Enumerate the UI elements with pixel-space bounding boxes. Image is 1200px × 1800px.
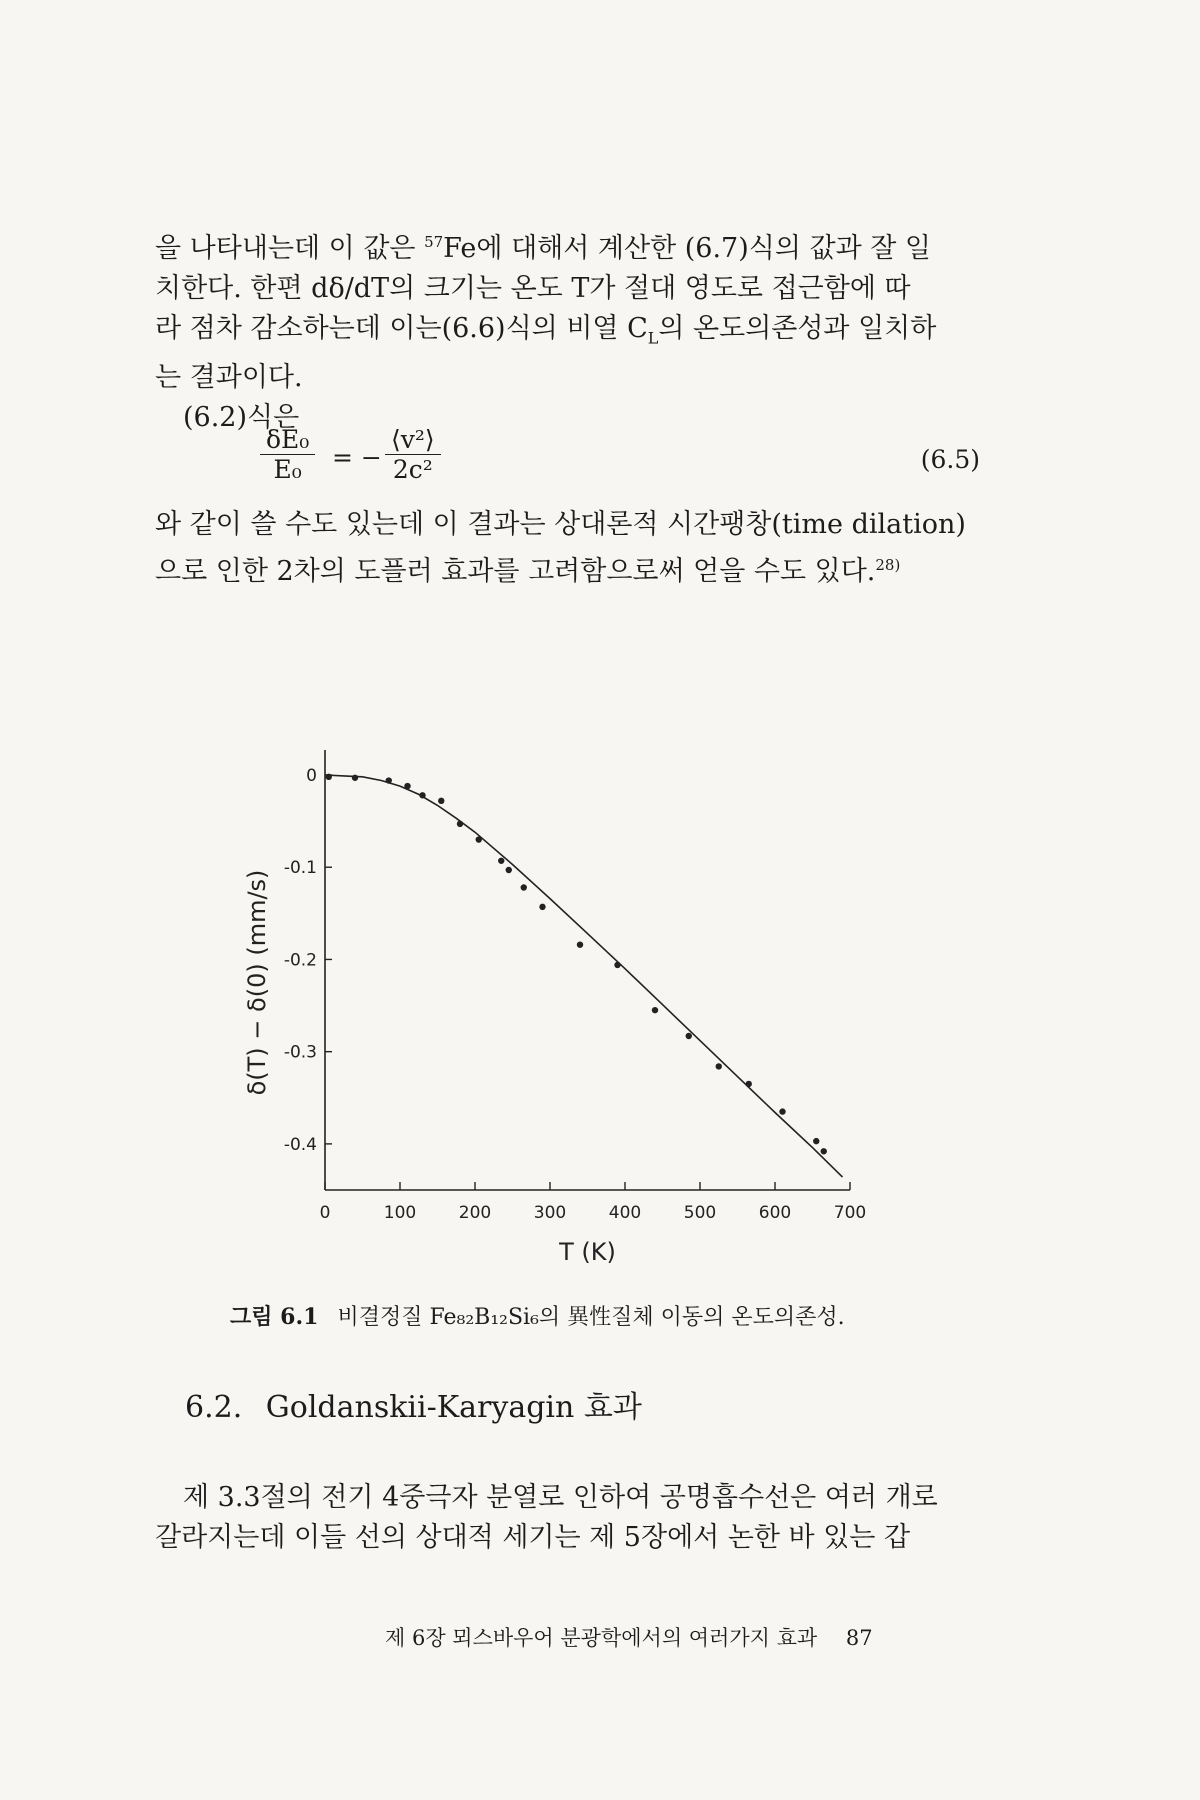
data-point (779, 1108, 785, 1114)
section-number: 6.2. (185, 1390, 243, 1425)
running-footer (385, 1622, 873, 1652)
x-tick-label: 300 (533, 1203, 567, 1223)
text-run: 라 점차 감소하는데 이는(6.6)식의 비열 C (155, 313, 648, 344)
x-axis-label: T (K) (559, 1238, 616, 1266)
paragraph-2 (155, 505, 985, 592)
paragraph-1-line-5: (6.2)식은 (183, 402, 300, 434)
x-tick-label: 500 (683, 1203, 717, 1223)
data-point (498, 858, 504, 864)
data-point (652, 1007, 658, 1013)
equation-equals: = − (332, 443, 382, 472)
text-run: Fe에 대해서 계산한 (6.7)식의 값과 잘 일 (443, 233, 931, 264)
fit-curve-line (325, 775, 843, 1177)
x-tick-label: 600 (758, 1203, 792, 1223)
text-run: 으로 인한 2차의 도플러 효과를 고려함으로써 얻을 수도 있다. (155, 556, 876, 587)
figure-6-1-chart (230, 720, 870, 1280)
data-point (404, 783, 410, 789)
data-point (438, 798, 444, 804)
figure-caption (230, 1300, 990, 1331)
data-point (386, 777, 392, 783)
equation-lhs-fraction (260, 425, 315, 484)
text-run: 을 나타내는데 이 값은 (155, 233, 425, 264)
text-run: 의 온도의존성과 일치하 (658, 313, 937, 344)
paragraph-1-line-1 (155, 222, 985, 269)
y-axis-label: δ(T) − δ(0) (mm/s) (243, 869, 271, 1096)
chart-svg (230, 720, 870, 1280)
equation-lhs-denominator: E₀ (273, 455, 302, 484)
paragraph-2-line-2 (155, 545, 985, 592)
figure-label: 그림 6.1 (230, 1304, 319, 1330)
data-point (539, 904, 545, 910)
data-point (457, 821, 463, 827)
subscript: L (647, 328, 659, 348)
paragraph-1-line-2: 치한다. 한편 dδ/dT의 크기는 온도 T가 절대 영도로 접근함에 따 (155, 273, 911, 304)
equation-number: (6.5) (920, 445, 980, 474)
paragraph-3 (155, 1478, 985, 1558)
paragraph-3-line-2: 갈라지는데 이들 선의 상대적 세기는 제 5장에서 논한 바 있는 갑 (155, 1522, 911, 1553)
data-point (614, 962, 620, 968)
equation-rhs-denominator: 2c² (392, 455, 433, 484)
section-title: Goldanskii-Karyagin 효과 (265, 1390, 642, 1425)
x-tick-label: 400 (608, 1203, 642, 1223)
y-tick-label: 0 (306, 766, 317, 786)
data-point (506, 867, 512, 873)
y-tick-label: -0.4 (283, 1134, 317, 1155)
paragraph-1 (155, 222, 985, 438)
section-heading (185, 1382, 642, 1426)
figure-caption-text: 비결정질 Fe₈₂B₁₂Si₆의 異性질체 이동의 온도의존성. (337, 1305, 845, 1330)
y-tick-label: -0.3 (283, 1042, 317, 1063)
equation-lhs-numerator: δE₀ (260, 425, 315, 455)
paragraph-3-line-1: 제 3.3절의 전기 4중극자 분열로 인하여 공명흡수선은 여러 개로 (183, 1482, 938, 1513)
data-point (521, 884, 527, 890)
paragraph-1-line-3 (155, 309, 985, 358)
x-tick-label: 700 (833, 1203, 867, 1223)
equation-rhs-fraction (385, 425, 441, 484)
y-tick-label: -0.2 (283, 950, 317, 971)
paragraph-1-line-4: 는 결과이다. (155, 362, 303, 394)
data-point (821, 1148, 827, 1154)
y-tick-label: -0.1 (283, 858, 317, 879)
data-point (352, 775, 358, 781)
x-tick-label: 200 (458, 1203, 492, 1223)
data-point (577, 941, 583, 947)
equation-6-5 (260, 425, 980, 505)
equation-rhs-numerator: ⟨v²⟩ (385, 425, 441, 455)
isotope-superscript: 57 (424, 233, 444, 251)
paragraph-2-line-1: 와 같이 쓸 수도 있는데 이 결과는 상대론적 시간팽창(time dilation) (155, 509, 966, 540)
data-point (746, 1081, 752, 1087)
data-point (326, 774, 332, 780)
x-tick-label: 100 (383, 1203, 417, 1223)
footer-chapter-title: 제 6장 뫼스바우어 분광학에서의 여러가지 효과 (385, 1626, 818, 1650)
data-point (686, 1033, 692, 1039)
data-point (419, 792, 425, 798)
page-number: 87 (845, 1626, 873, 1650)
data-point (813, 1138, 819, 1144)
data-point (476, 836, 482, 842)
reference-marker: 28) (875, 556, 901, 574)
data-point (716, 1063, 722, 1069)
x-tick-label: 0 (319, 1203, 331, 1223)
